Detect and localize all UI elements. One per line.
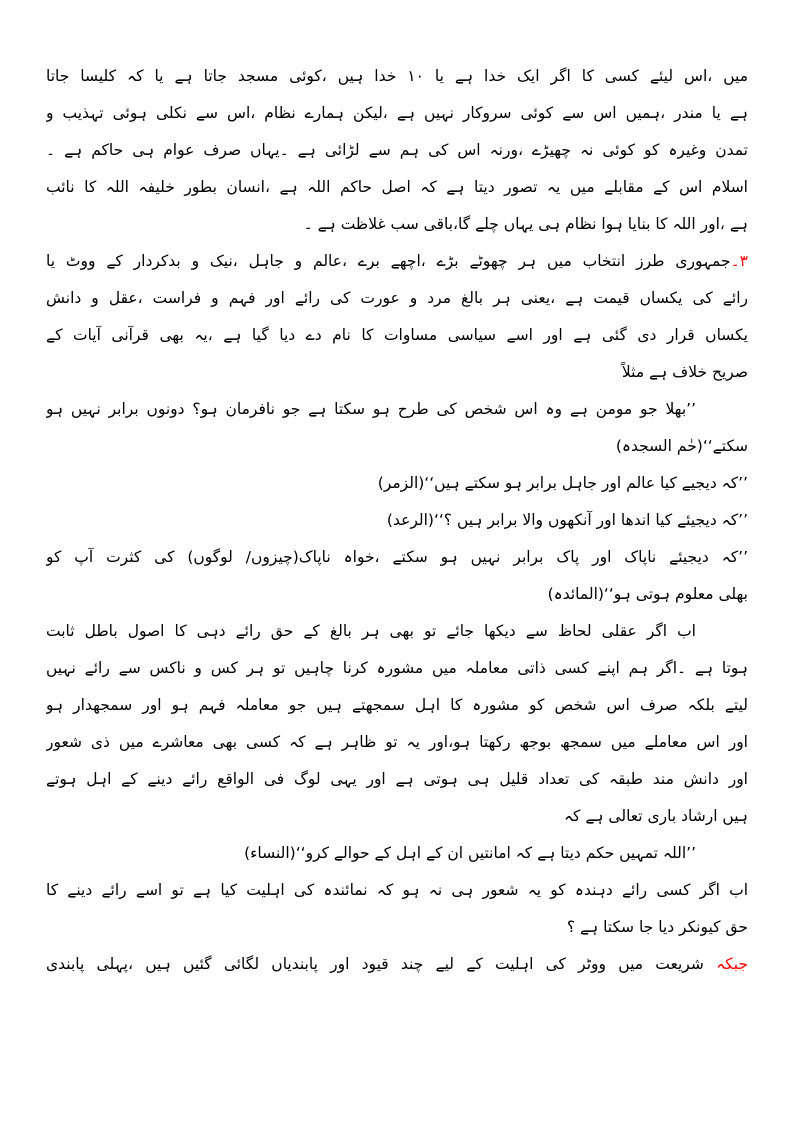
- line-text: سکتے‘‘(حٰم السجدہ): [615, 437, 748, 455]
- line-text: حق کیونکر دیا جا سکتا ہے ؟: [566, 918, 748, 936]
- line-text: ’’کہ دیجیے کیا عالم اور جاہل برابر ہو سکتے ہیں‘‘(الزمر): [377, 474, 748, 492]
- text-line: [46, 95, 748, 132]
- line-text: ہوتا ہے ۔اگر ہم اپنے کسی ذاتی معاملہ میں مشورہ کرنا چاہیں تو ہر کس و ناکس سے رائے نہیں: [46, 659, 748, 677]
- text-line: [46, 317, 748, 354]
- text-line: [46, 761, 748, 798]
- text-line: [46, 58, 748, 95]
- line-text: صریح خلاف ہے مثلاً: [621, 363, 748, 381]
- line-text: یکساں قرار دی گئی ہے اور اسے سیاسی مساوات کا نام دے دیا گیا ہے ،یہ بھی قرآنی آیات کے: [46, 326, 748, 344]
- body-text: [46, 58, 748, 983]
- text-line: [46, 206, 748, 243]
- line-text: ہے یا مندر ،ہمیں اس سے کوئی سروکار نہیں ہے ،لیکن ہمارے نظام ،اس سے نکلی ہوئی تہذیب و: [46, 104, 748, 122]
- line-text: اسلام اس کے مقابلے میں یہ تصور دیتا ہے کہ اصل حاکم اللہ ہے ،انسان بطور خلیفہ اللہ کا نائب: [46, 178, 748, 196]
- quote-line: [46, 391, 748, 428]
- text-line: [46, 909, 748, 946]
- text-line: [46, 687, 748, 724]
- text-line: [46, 354, 748, 391]
- line-text: ’’بھلا جو مومن ہے وہ اس شخص کی طرح ہو سکتا ہے جو نافرمان ہو؟ دونوں برابر نہیں ہو: [46, 400, 696, 418]
- text-line: [46, 798, 748, 835]
- line-text: تمدن وغیرہ کو کوئی نہ چھیڑے ،ورنہ اس کی ہم سے لڑائی ہے ۔یہاں صرف عوام ہی حاکم ہے ۔: [46, 141, 748, 159]
- line-text: ہے ،اور اللہ کا بنایا ہوا نظام ہی یہاں چلے گا،باقی سب غلاظت ہے ۔: [303, 215, 748, 233]
- text-line: [46, 132, 748, 169]
- line-text: لیتے بلکہ صرف اس شخص کو مشورہ کا اہل سمجھتے ہیں جو معاملہ فہم ہو اور سمجھدار ہو: [46, 696, 748, 714]
- text-line: [46, 613, 748, 650]
- line-text: ’’اللہ تمہیں حکم دیتا ہے کہ امانتیں ان کے اہل کے حوالے کرو‘‘(النساء): [244, 844, 696, 862]
- line-text: بھلی معلوم ہوتی ہو‘‘(المائدہ): [547, 585, 748, 603]
- text-line: [46, 280, 748, 317]
- highlighted-word: جبکہ: [716, 955, 748, 973]
- line-text: ’’کہ دیجیئے ناپاک اور پاک برابر نہیں ہو سکتے ،خواہ ناپاک(چیزوں/ لوگوں) کی کثرت آپ کو: [46, 548, 748, 566]
- quote-line: [46, 502, 748, 539]
- quote-line: [46, 539, 748, 576]
- text-line: [46, 169, 748, 206]
- quote-line: [46, 576, 748, 613]
- line-text: شریعت میں ووٹر کی اہلیت کے لیے چند قیود اور پابندیاں لگائی گئیں ہیں ،پہلی پابندی: [46, 955, 717, 973]
- list-number: ۳۔: [730, 252, 748, 270]
- line-text: اب اگر عقلی لحاظ سے دیکھا جائے تو بھی ہر بالغ کے حق رائے دہی کا اصول باطل ثابت: [46, 622, 696, 640]
- text-line: [46, 872, 748, 909]
- line-text: ’’کہ دیجیئے کیا اندھا اور آنکھوں والا برابر ہیں ؟‘‘(الرعد): [386, 511, 748, 529]
- text-line: [46, 650, 748, 687]
- line-text: میں ،اس لیئے کسی کا اگر ایک خدا ہے یا ۱۰ خدا ہیں ،کوئی مسجد جاتا ہے یا کہ کلیسا جاتا: [46, 67, 748, 85]
- line-text: جمہوری طرز انتخاب میں ہر چھوٹے بڑے ،اچھے برے ،عالم و جاہل ،نیک و بدکردار کے ووٹ یا: [46, 252, 731, 270]
- text-line: [46, 243, 748, 280]
- quote-line: [46, 428, 748, 465]
- line-text: ہیں ارشاد باری تعالی ہے کہ: [563, 807, 748, 825]
- text-line: [46, 946, 748, 983]
- line-text: رائے کی یکساں قیمت ہے ،یعنی ہر بالغ مرد و عورت کی رائے اور فہم و فراست ،عقل و دانش: [46, 289, 748, 307]
- quote-line: [46, 835, 748, 872]
- line-text: اور دانش مند طبقہ کی تعداد قلیل ہی ہوتی ہے اور یہی لوگ فی الواقع رائے دینے کے اہل ہوتے: [46, 770, 748, 788]
- text-line: [46, 724, 748, 761]
- line-text: اور اس معاملے میں سمجھ بوجھ رکھتا ہو،اور یہ تو ظاہر ہے کہ کسی بھی معاشرے میں ذی شعور: [46, 733, 748, 751]
- line-text: اب اگر کسی رائے دہندہ کو یہ شعور ہی نہ ہو کہ نمائندہ کی اہلیت کیا ہے تو اسے رائے دینے کا: [46, 881, 748, 899]
- quote-line: [46, 465, 748, 502]
